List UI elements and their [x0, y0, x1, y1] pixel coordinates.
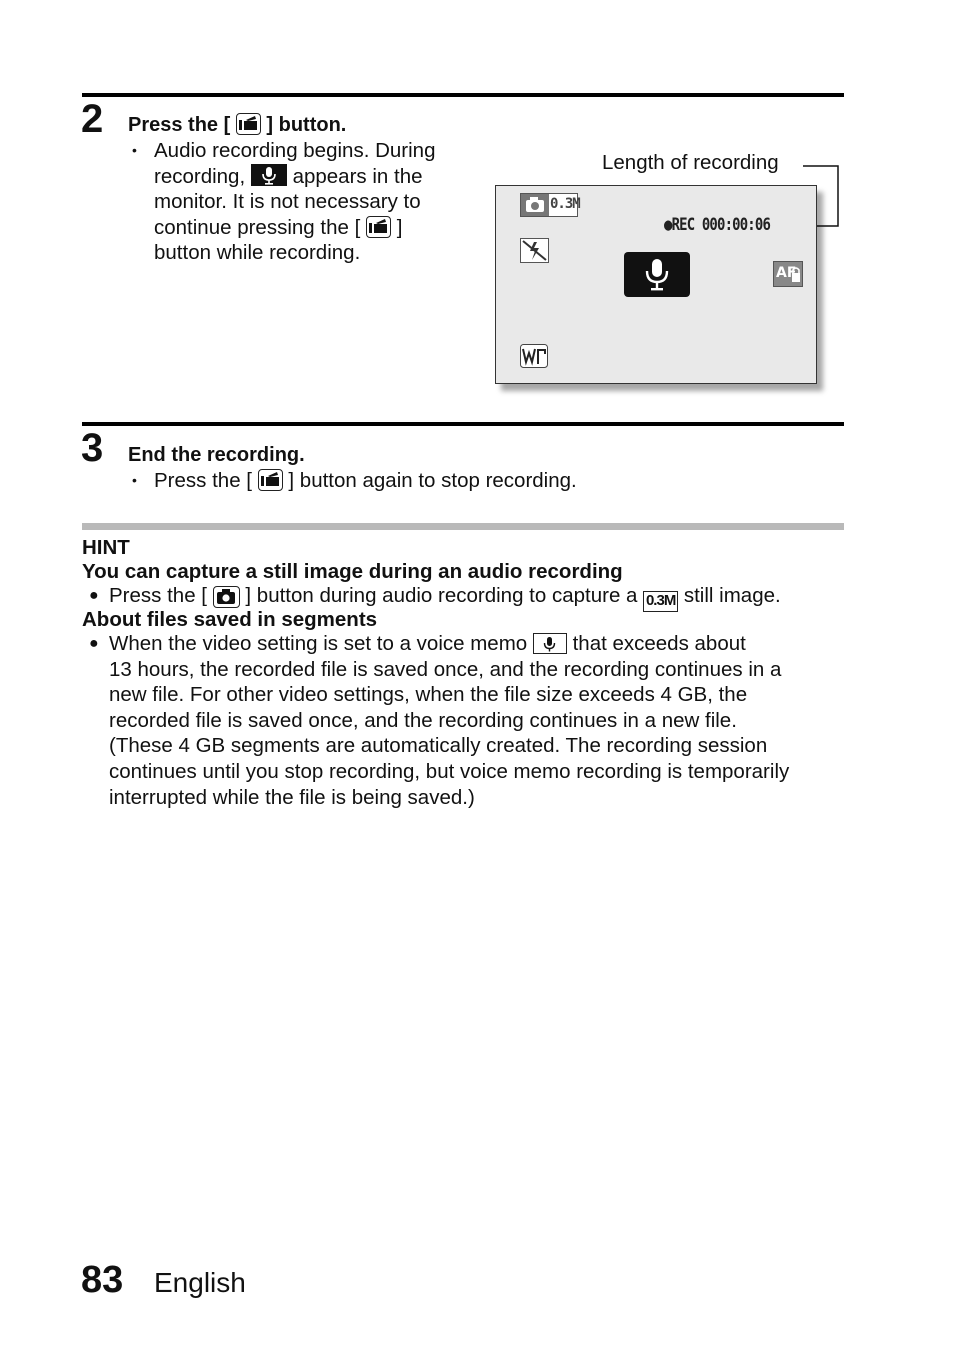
text-fragment: that exceeds about: [572, 632, 746, 655]
image-size-icon: 0.3M: [643, 591, 678, 612]
bullet: ●: [89, 587, 99, 604]
text-line: new file. For other video settings, when the file size exceeds 4 GB, the: [109, 683, 748, 707]
hint-subheading: About files saved in segments: [82, 608, 378, 631]
camera-button-icon: [213, 586, 240, 608]
step-title-text: Press the [: [128, 114, 231, 136]
step-description: [154, 138, 484, 266]
step-description: [154, 468, 577, 494]
monitor-screen: [495, 185, 817, 384]
text-fragment: recording,: [154, 164, 246, 188]
step-title: [128, 113, 346, 137]
video-button-icon: [258, 469, 283, 491]
text-fragment: Press the [: [154, 469, 252, 492]
text-fragment: appears in the: [292, 164, 423, 188]
text-line: Audio recording begins. During: [154, 139, 436, 162]
text-line: interrupted while the file is being saved.): [109, 785, 475, 809]
white-balance-icon: [520, 344, 548, 373]
callout-label: Length of recording: [602, 151, 779, 174]
text-fragment: ] button during audio recording to capture a: [245, 584, 638, 607]
text-line: [154, 164, 484, 190]
size-label: 0.3M: [550, 196, 580, 212]
af-label: AF: [776, 265, 797, 281]
text-line: [109, 631, 849, 657]
text-line: 13 hours, the recorded file is saved once, and the recording continues in a: [109, 657, 782, 681]
step-number: 3: [81, 426, 104, 470]
hint-subheading: You can capture a still image during an audio recording: [82, 560, 623, 583]
text-line: recorded file is saved once, and the recording continues in a new file.: [109, 708, 737, 732]
step-number: 2: [81, 97, 104, 141]
voice-memo-icon: [624, 252, 690, 297]
text-fragment: When the video setting is set to a voice memo: [109, 632, 528, 655]
text-fragment: still image.: [683, 584, 781, 607]
hint-divider: [82, 523, 844, 530]
bullet: •: [132, 142, 137, 158]
text-line: [154, 215, 484, 241]
text-fragment: continue pressing the [: [154, 215, 361, 239]
voice-memo-icon: [533, 633, 567, 654]
video-button-icon: [366, 216, 391, 238]
step-title: End the recording.: [128, 444, 305, 466]
af-lock-icon: [773, 261, 803, 292]
text-line: continues until you stop recording, but voice memo recording is temporarily: [109, 759, 790, 783]
flash-off-icon: [520, 238, 549, 268]
text-line: button while recording.: [154, 241, 361, 265]
text-fragment: Press the [: [109, 584, 207, 607]
text-line: monitor. It is not necessary to: [154, 190, 421, 214]
section-divider: [82, 422, 844, 426]
text-fragment: ]: [396, 215, 403, 239]
camera-size-icon: [520, 193, 578, 222]
mic-icon: [251, 164, 287, 186]
language-label: English: [154, 1267, 246, 1298]
hint-heading: HINT: [82, 536, 130, 559]
text-line: (These 4 GB segments are automatically created. The recording session: [109, 734, 768, 758]
section-divider: [82, 93, 844, 97]
bullet: ●: [89, 635, 99, 652]
step-title-text-end: ] button.: [266, 114, 347, 136]
page-number: 83: [81, 1259, 124, 1301]
video-button-icon: [236, 113, 261, 135]
recording-timer: ●REC 000:00:06: [664, 215, 771, 235]
text-fragment: ] button again to stop recording.: [288, 469, 577, 492]
hint-text: [109, 631, 849, 810]
bullet: •: [132, 472, 137, 488]
